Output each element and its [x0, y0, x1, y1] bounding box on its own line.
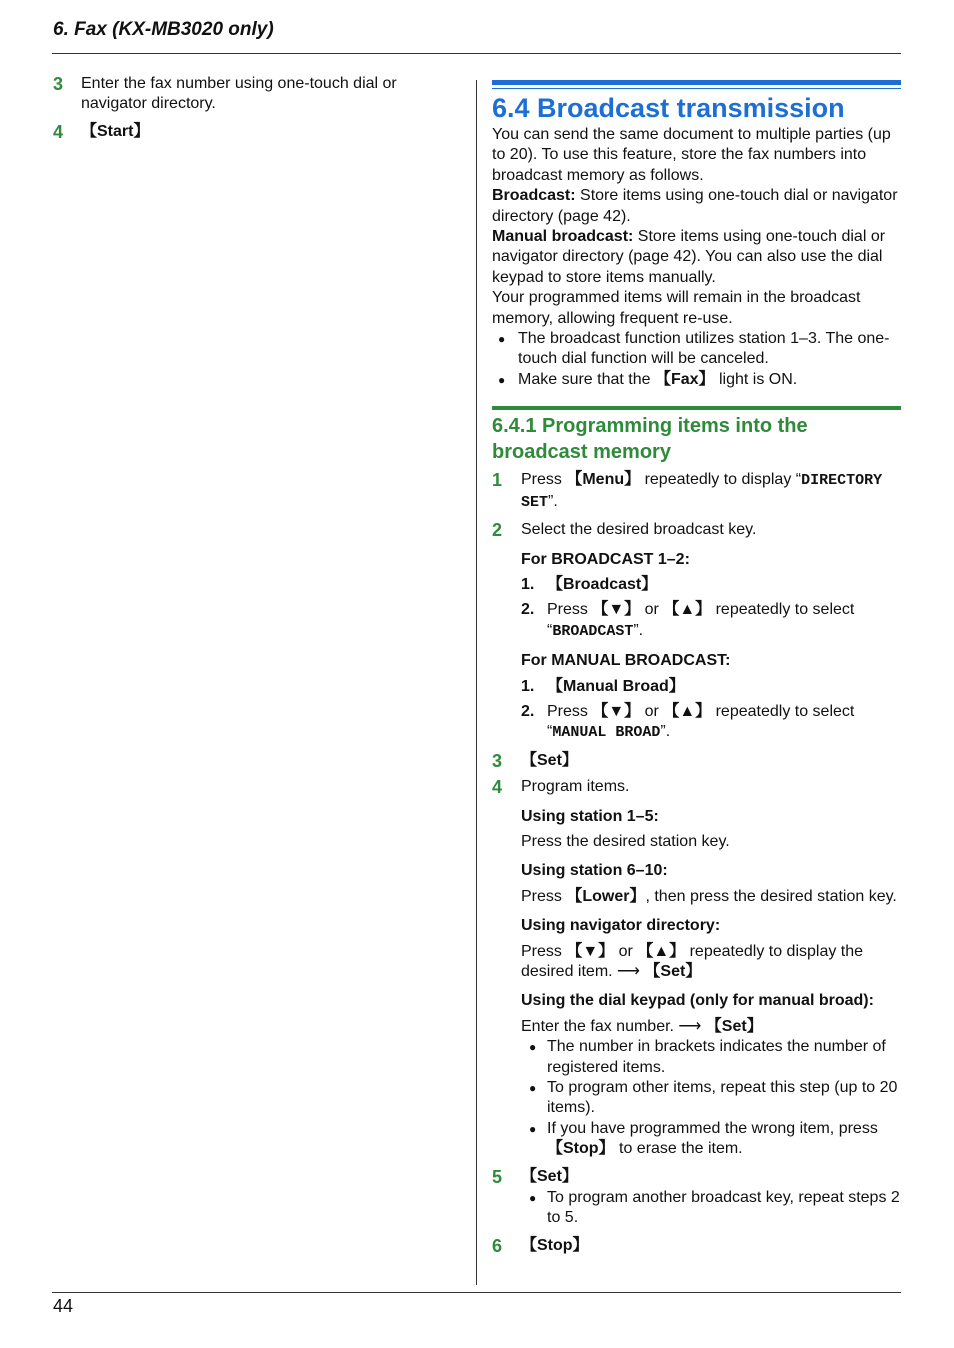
subsection-rule: [492, 406, 901, 410]
station-1-5-subhead: Using station 1–5:: [521, 807, 659, 825]
section-heading-bars: [492, 80, 902, 90]
navigator-subhead: Using navigator directory:: [521, 917, 721, 935]
item-text: [547, 702, 902, 744]
intro-paragraph: You can send the same document to multiple parties (up to 20). To use this feature, store the fax numbers into broadcast memory as follows.: [492, 126, 891, 184]
manual-broadcast-definition: [492, 227, 902, 288]
header-rule: [52, 53, 901, 54]
running-header: 6. Fax (KX-MB3020 only): [53, 19, 274, 40]
step-number: 2: [492, 520, 503, 541]
text: Enter the fax number.: [521, 1017, 679, 1035]
display-text: DIRECTORY SET: [521, 472, 883, 511]
subsection-title: 6.4.1 Programming items into the broadcast memory: [492, 415, 808, 464]
bullet-text: [547, 1119, 902, 1160]
text: Press: [521, 887, 567, 905]
up-key: 【▲】: [663, 702, 712, 720]
item-text: [547, 600, 902, 642]
step-number: 4: [53, 121, 64, 142]
down-key: 【▼】: [592, 601, 641, 619]
text: Press: [547, 702, 593, 720]
step-number: 1: [492, 470, 503, 491]
step-body: [521, 520, 902, 744]
step-number: 5: [492, 1166, 503, 1187]
step-4: [492, 777, 902, 1160]
bullet-dot-icon: ●: [529, 1081, 537, 1096]
bullet-dot-icon: ●: [529, 1040, 537, 1055]
left-step-3: [53, 74, 423, 115]
text: light is ON.: [714, 370, 798, 388]
step-number: 4: [492, 777, 503, 798]
broadcast-text: Store items using one-touch dial or navigator directory (page 42).: [492, 187, 898, 225]
text: repeatedly to display “: [640, 471, 802, 489]
heading-bar-thick: [492, 80, 901, 85]
up-key: 【▲】: [663, 601, 712, 619]
lower-key: 【Lower】: [566, 887, 646, 905]
item-number: 2.: [521, 702, 535, 720]
step-6: [492, 1236, 902, 1256]
step-text: Enter the fax number using one-touch dial or navigator directory.: [81, 75, 397, 113]
step-5: [492, 1167, 902, 1229]
footer-rule: [52, 1292, 901, 1293]
item-number: 1.: [521, 575, 535, 593]
station-6-10-subhead: Using station 6–10:: [521, 862, 668, 880]
step-text: Program items.: [521, 778, 630, 796]
dial-keypad-subhead: Using the dial keypad (only for manual broad):: [521, 992, 874, 1010]
step-number: 3: [53, 74, 64, 94]
text: Press: [547, 601, 593, 619]
step-text: Select the desired broadcast key.: [521, 521, 757, 539]
broadcast-subhead: For BROADCAST 1–2:: [521, 550, 690, 568]
bullet-item: [521, 1188, 902, 1229]
ordered-item: [521, 702, 902, 744]
page-number: 44: [53, 1296, 74, 1316]
arrow-right-icon: ⟶: [678, 1017, 702, 1035]
ordered-item: [521, 677, 902, 697]
step-3: [492, 751, 902, 771]
bullet-item: [521, 1119, 902, 1160]
station-1-5-text: Press the desired station key.: [521, 832, 730, 850]
left-column: [53, 74, 423, 142]
fax-key: 【Fax】: [654, 370, 715, 388]
item-number: 1.: [521, 677, 535, 695]
bullet-dot-icon: ●: [529, 1191, 537, 1206]
set-key: 【Set】: [521, 751, 578, 769]
manual-broadcast-label: Manual broadcast:: [492, 228, 634, 246]
display-text: MANUAL BROAD: [552, 724, 661, 742]
down-key: 【▼】: [592, 702, 641, 720]
arrow-right-icon: ⟶: [617, 963, 640, 980]
bullet-item: [521, 1078, 902, 1119]
bullet-dot-icon: ●: [498, 332, 506, 347]
station-6-10-text: [521, 887, 902, 907]
bullet-text: To program other items, repeat this step (up to 20 items).: [547, 1079, 898, 1117]
text: repeatedly to display the desired item.: [521, 942, 864, 980]
text: repeatedly to select “: [547, 601, 855, 639]
dial-keypad-text: [521, 1017, 902, 1037]
text: or: [614, 942, 638, 960]
stop-key: 【Stop】: [521, 1236, 589, 1254]
start-key: 【Start】: [81, 122, 150, 140]
item-number: 2.: [521, 601, 535, 619]
column-divider: [476, 80, 477, 1285]
set-key: 【Set】: [639, 963, 702, 980]
menu-key: 【Menu】: [566, 471, 641, 489]
step-number: 6: [492, 1235, 503, 1256]
bullet-text: To program another broadcast key, repeat steps 2 to 5.: [547, 1189, 900, 1227]
up-key: 【▲】: [637, 942, 686, 960]
step-body: [521, 777, 902, 1160]
remain-paragraph: Your programmed items will remain in the broadcast memory, allowing frequent re-use.: [492, 289, 861, 327]
broadcast-label: Broadcast:: [492, 187, 576, 205]
set-key: 【Set】: [521, 1167, 578, 1185]
stop-key: 【Stop】: [547, 1140, 615, 1158]
bullet-text: The number in brackets indicates the number of registered items.: [547, 1038, 886, 1076]
text: or: [640, 601, 664, 619]
heading-bar-thin: [492, 88, 901, 89]
broadcast-definition: [492, 186, 902, 227]
bullet-text: The broadcast function utilizes station 1–3. The one-touch dial function will be canceled.: [518, 330, 890, 368]
step-number: 3: [492, 750, 503, 771]
manual-broad-key: 【Manual Broad】: [547, 677, 685, 695]
text: ”.: [660, 723, 671, 741]
section-title: 6.4 Broadcast transmission: [492, 93, 845, 123]
text: , then press the desired station key.: [645, 887, 897, 905]
navigator-text: [521, 942, 902, 983]
manual-broadcast-subhead: For MANUAL BROADCAST:: [521, 652, 731, 670]
step-2: [492, 520, 902, 744]
step-body: [521, 1167, 902, 1229]
text: to erase the item.: [614, 1140, 743, 1158]
bullet-dot-icon: ●: [529, 1121, 537, 1136]
bullet-item: [521, 1037, 902, 1078]
text: or: [640, 702, 664, 720]
text: Make sure that the: [518, 370, 655, 388]
manual-broadcast-text: Store items using one-touch dial or navigator directory (page 42). You can also use the dial keypad to store items manually.: [492, 228, 886, 286]
ordered-item: [521, 575, 902, 595]
step-1: [492, 470, 902, 513]
broadcast-key: 【Broadcast】: [547, 575, 658, 593]
step-text: [521, 470, 902, 513]
left-step-4: [53, 122, 423, 142]
bullet-dot-icon: ●: [498, 372, 506, 387]
text: Press: [521, 942, 567, 960]
bullet-item: [492, 370, 902, 390]
down-key: 【▼】: [566, 942, 615, 960]
right-column: [492, 80, 902, 1256]
text: ”.: [548, 492, 558, 510]
text: ”.: [633, 621, 644, 639]
set-key: 【Set】: [701, 1017, 763, 1035]
text: repeatedly to select “: [547, 702, 855, 741]
display-text: BROADCAST: [552, 622, 634, 640]
ordered-item: [521, 600, 902, 642]
text: If you have programmed the wrong item, press: [547, 1119, 878, 1137]
bullet-text: [518, 370, 902, 390]
bullet-item: [492, 329, 902, 370]
text: Press: [521, 471, 567, 489]
